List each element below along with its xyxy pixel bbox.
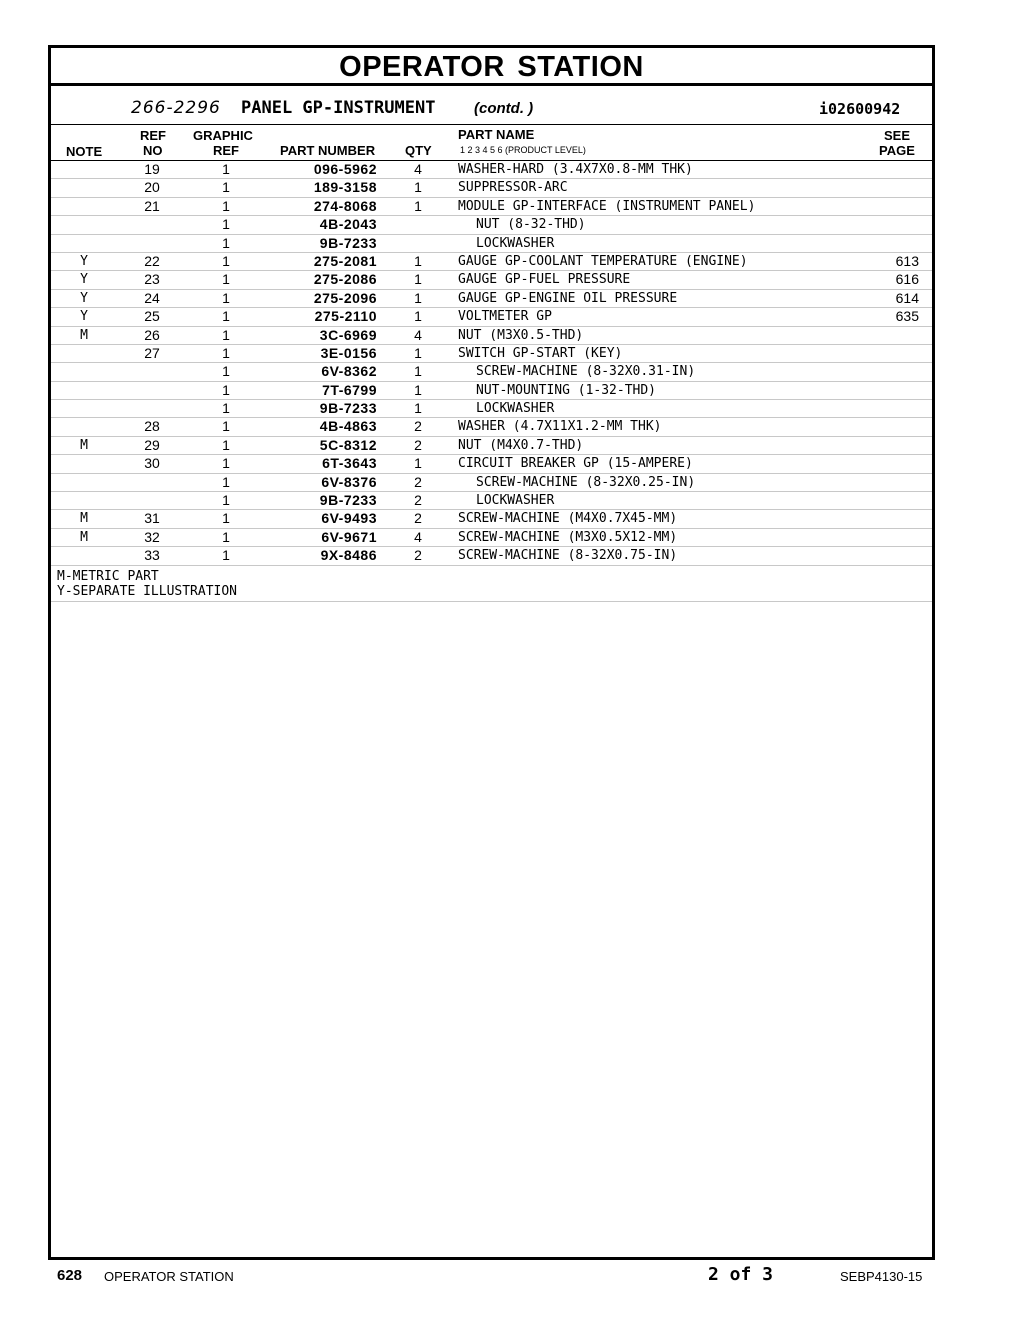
part-number-cell: 5C-8312: [319, 436, 377, 453]
part-name-cell: LOCKWASHER: [476, 401, 555, 417]
header-ref-top: REF: [140, 128, 166, 143]
qty-cell: 2: [414, 510, 422, 527]
ref-no-cell: 24: [144, 289, 160, 306]
table-row: [51, 382, 932, 400]
qty-cell: 1: [414, 252, 422, 269]
graphic-ref-cell: 1: [222, 528, 230, 545]
table-row: [51, 418, 932, 436]
part-name-cell: VOLTMETER GP: [458, 309, 552, 325]
table-row: [51, 492, 932, 510]
table-row: [51, 271, 932, 289]
qty-cell: 4: [414, 528, 422, 545]
table-row: [51, 216, 932, 234]
part-number-cell: 9X-8486: [320, 547, 377, 564]
graphic-ref-cell: 1: [222, 400, 230, 417]
table-row: [51, 474, 932, 492]
header-graphic-bottom: REF: [213, 143, 239, 158]
header-part-name: PART NAME: [458, 127, 535, 142]
qty-cell: 2: [414, 418, 422, 435]
see-page-cell: 635: [895, 308, 919, 325]
qty-cell: 1: [414, 344, 422, 361]
page-footer: [0, 1264, 1020, 1288]
qty-cell: 2: [414, 473, 422, 490]
table-row: [51, 290, 932, 308]
header-see-bottom: PAGE: [879, 143, 915, 158]
graphic-ref-cell: 1: [222, 308, 230, 325]
see-page-cell: 616: [895, 271, 919, 288]
part-name-cell: SUPPRESSOR-ARC: [458, 180, 568, 196]
group-heading: [51, 86, 932, 124]
note-metric: M-METRIC PART: [57, 568, 159, 584]
ref-no-cell: 33: [144, 547, 160, 564]
ref-no-cell: 29: [144, 436, 160, 453]
graphic-ref-cell: 1: [222, 473, 230, 490]
table-row: [51, 308, 932, 326]
note-cell: M: [80, 437, 88, 453]
note-cell: Y: [80, 272, 88, 288]
table-row: [51, 529, 932, 547]
part-name-cell: NUT (M3X0.5-THD): [458, 327, 584, 343]
graphic-ref-cell: 1: [222, 344, 230, 361]
column-header: [51, 124, 932, 161]
part-name-cell: SCREW-MACHINE (M4X0.7X45-MM): [458, 511, 678, 527]
table-row: [51, 235, 932, 253]
graphic-ref-cell: 1: [222, 271, 230, 288]
parts-list-frame: [48, 45, 935, 1260]
table-row: [51, 510, 932, 528]
part-name-cell: NUT (8-32-THD): [476, 217, 586, 233]
table-row: [51, 198, 932, 216]
table-row: [51, 161, 932, 179]
qty-cell: 1: [414, 289, 422, 306]
group-continued: (contd. ): [474, 100, 534, 117]
qty-cell: 2: [414, 547, 422, 564]
qty-cell: 1: [414, 197, 422, 214]
qty-cell: 2: [414, 492, 422, 509]
part-number-cell: 096-5962: [313, 161, 377, 177]
qty-cell: 1: [414, 455, 422, 472]
part-number-cell: 275-2081: [313, 252, 377, 269]
note-separate-illustration: Y-SEPARATE ILLUSTRATION: [57, 583, 238, 599]
part-name-cell: SWITCH GP-START (KEY): [458, 345, 623, 361]
part-number-cell: 9B-7233: [319, 400, 377, 417]
graphic-ref-cell: 1: [222, 547, 230, 564]
part-number-cell: 4B-4863: [319, 418, 377, 435]
part-name-cell: SCREW-MACHINE (M3X0.5X12-MM): [458, 529, 678, 545]
header-graphic-top: GRAPHIC: [193, 128, 253, 143]
part-name-cell: NUT (M4X0.7-THD): [458, 437, 584, 453]
header-ref-bottom: NO: [143, 143, 163, 158]
footer-page-of: 2 of 3: [708, 1264, 774, 1285]
ref-no-cell: 28: [144, 418, 160, 435]
graphic-ref-cell: 1: [222, 492, 230, 509]
graphic-ref-cell: 1: [222, 510, 230, 527]
footer-doc-number: SEBP4130-15: [840, 1269, 923, 1284]
header-product-level: 1 2 3 4 5 6 (PRODUCT LEVEL): [460, 145, 586, 155]
ref-no-cell: 30: [144, 455, 160, 472]
note-cell: M: [80, 529, 88, 545]
graphic-ref-cell: 1: [222, 197, 230, 214]
graphic-ref-cell: 1: [222, 436, 230, 453]
illustration-id: i02600942: [819, 100, 901, 118]
ref-no-cell: 31: [144, 510, 160, 527]
table-row: [51, 455, 932, 473]
footer-section: OPERATOR STATION: [104, 1269, 234, 1284]
graphic-ref-cell: 1: [222, 252, 230, 269]
qty-cell: 1: [414, 400, 422, 417]
header-see-top: SEE: [884, 128, 911, 143]
graphic-ref-cell: 1: [222, 289, 230, 306]
part-name-cell: CIRCUIT BREAKER GP (15-AMPERE): [458, 456, 693, 472]
see-page-cell: 614: [895, 289, 919, 306]
part-name-cell: MODULE GP-INTERFACE (INSTRUMENT PANEL): [458, 198, 756, 214]
ref-no-cell: 20: [144, 179, 160, 196]
qty-cell: 1: [414, 363, 422, 380]
ref-no-cell: 26: [144, 326, 160, 343]
ref-no-cell: 21: [144, 197, 160, 214]
parts-table: [51, 161, 932, 566]
graphic-ref-cell: 1: [222, 363, 230, 380]
page-title: OPERATOR STATION: [51, 48, 932, 86]
part-number-cell: 275-2110: [314, 308, 377, 325]
part-number-cell: 274-8068: [313, 197, 377, 214]
header-qty: QTY: [405, 143, 432, 158]
part-name-cell: GAUGE GP-FUEL PRESSURE: [458, 272, 631, 288]
see-page-cell: 613: [895, 252, 919, 269]
graphic-ref-cell: 1: [222, 326, 230, 343]
part-number-cell: 275-2086: [313, 271, 377, 288]
table-row: [51, 437, 932, 455]
table-row: [51, 327, 932, 345]
part-number-cell: 6V-9671: [321, 528, 377, 545]
part-number-cell: 7T-6799: [322, 381, 377, 398]
note-cell: Y: [80, 253, 88, 269]
note-cell: Y: [80, 290, 88, 306]
part-number-cell: 6V-8376: [321, 473, 377, 490]
part-name-cell: LOCKWASHER: [476, 235, 555, 251]
part-number-cell: 6T-3643: [322, 455, 377, 472]
qty-cell: 1: [414, 271, 422, 288]
qty-cell: 1: [414, 381, 422, 398]
graphic-ref-cell: 1: [222, 161, 230, 177]
part-name-cell: SCREW-MACHINE (8-32X0.75-IN): [458, 548, 678, 564]
part-name-cell: WASHER-HARD (3.4X7X0.8-MM THK): [458, 162, 693, 177]
part-number-cell: 6V-9493: [321, 510, 377, 527]
table-row: [51, 179, 932, 197]
note-cell: M: [80, 327, 88, 343]
table-row: [51, 547, 932, 565]
part-name-cell: SCREW-MACHINE (8-32X0.25-IN): [476, 474, 696, 490]
graphic-ref-cell: 1: [222, 381, 230, 398]
graphic-ref-cell: 1: [222, 216, 230, 233]
qty-cell: 4: [414, 326, 422, 343]
ref-no-cell: 23: [144, 271, 160, 288]
part-name-cell: LOCKWASHER: [476, 493, 555, 509]
header-note: NOTE: [66, 144, 103, 159]
table-row: [51, 345, 932, 363]
part-number-cell: 9B-7233: [319, 234, 377, 251]
graphic-ref-cell: 1: [222, 234, 230, 251]
note-cell: M: [80, 511, 88, 527]
part-number-cell: 9B-7233: [319, 492, 377, 509]
group-number: 266-2296: [131, 98, 221, 118]
graphic-ref-cell: 1: [222, 455, 230, 472]
part-name-cell: SCREW-MACHINE (8-32X0.31-IN): [476, 364, 696, 380]
part-name-cell: WASHER (4.7X11X1.2-MM THK): [458, 419, 662, 435]
notes-legend: [51, 566, 932, 602]
qty-cell: 1: [414, 179, 422, 196]
qty-cell: 4: [414, 161, 422, 177]
table-row: [51, 253, 932, 271]
part-name-cell: GAUGE GP-COOLANT TEMPERATURE (ENGINE): [458, 253, 748, 269]
qty-cell: 2: [414, 436, 422, 453]
group-name: PANEL GP-INSTRUMENT: [241, 98, 436, 118]
part-name-cell: NUT-MOUNTING (1-32-THD): [476, 382, 657, 398]
ref-no-cell: 32: [144, 528, 160, 545]
part-number-cell: 4B-2043: [319, 216, 377, 233]
ref-no-cell: 25: [144, 308, 160, 325]
header-part-number: PART NUMBER: [280, 143, 376, 158]
ref-no-cell: 27: [144, 344, 160, 361]
table-row: [51, 363, 932, 381]
footer-page-number: 628: [57, 1267, 83, 1284]
note-cell: Y: [80, 309, 88, 325]
ref-no-cell: 22: [144, 252, 160, 269]
graphic-ref-cell: 1: [222, 418, 230, 435]
part-number-cell: 3C-6969: [319, 326, 377, 343]
ref-no-cell: 19: [144, 161, 160, 177]
qty-cell: 1: [414, 308, 422, 325]
part-name-cell: GAUGE GP-ENGINE OIL PRESSURE: [458, 290, 678, 306]
part-number-cell: 6V-8362: [321, 363, 377, 380]
part-number-cell: 3E-0156: [320, 344, 377, 361]
table-row: [51, 400, 932, 418]
part-number-cell: 189-3158: [313, 179, 377, 196]
graphic-ref-cell: 1: [222, 179, 230, 196]
part-number-cell: 275-2096: [313, 289, 377, 306]
